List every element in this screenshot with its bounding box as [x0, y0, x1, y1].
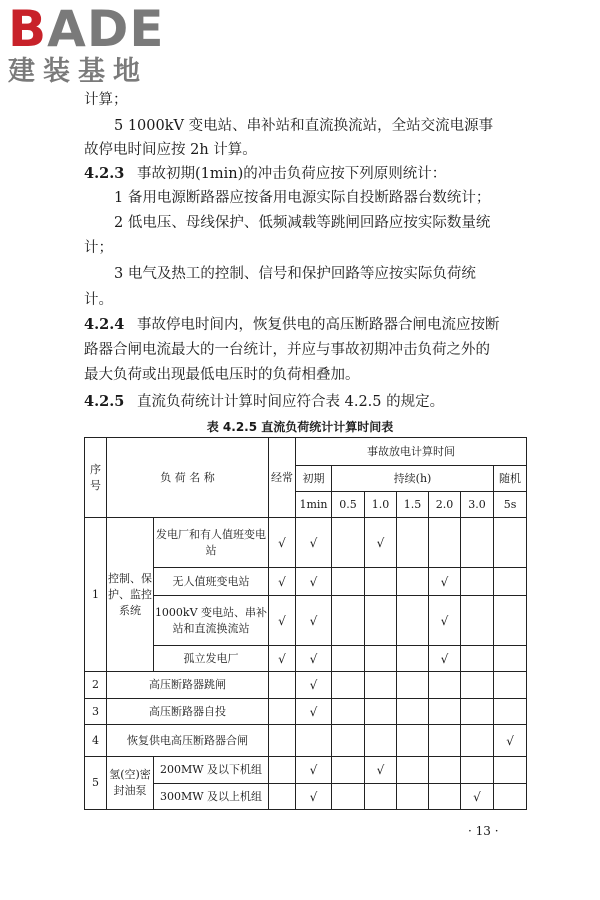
check-mark: √ — [429, 568, 461, 596]
table-row — [85, 518, 527, 568]
text-line: 故停电时间应按 2h 计算。 — [84, 142, 257, 158]
check-mark: √ — [296, 596, 332, 646]
check-mark: √ — [269, 518, 296, 568]
check-mark: √ — [296, 646, 332, 672]
header-continuous: 持续(h) — [332, 466, 494, 492]
text-line: 路器合闸电流最大的一台统计，并应与事故初期冲击负荷之外的 — [84, 342, 490, 358]
header-2-0h: 2.0 — [429, 492, 461, 518]
logo-subtitle: 建装基地 — [8, 56, 148, 87]
row-load: 孤立发电厂 — [154, 646, 269, 672]
row-no: 5 — [85, 757, 107, 810]
header-load-name: 负 荷 名 称 — [107, 438, 269, 518]
check-mark: √ — [269, 596, 296, 646]
check-mark: √ — [296, 699, 332, 725]
row-no: 1 — [85, 518, 107, 672]
logo — [8, 0, 178, 88]
section-number: 4.2.4 — [84, 316, 125, 333]
list-item: 3 电气及热工的控制、信号和保护回路等应按实际负荷统 — [114, 266, 476, 282]
page-number: · 13 · — [468, 824, 499, 838]
section-text: 直流负荷统计计算时间应符合表 4.2.5 的规定。 — [137, 394, 445, 410]
check-mark: √ — [429, 596, 461, 646]
load-time-table — [84, 437, 527, 810]
check-mark: √ — [296, 568, 332, 596]
check-mark: √ — [429, 646, 461, 672]
row-load: 300MW 及以上机组 — [154, 784, 269, 810]
check-mark: √ — [296, 672, 332, 699]
check-mark: √ — [269, 568, 296, 596]
header-1-0h: 1.0 — [365, 492, 397, 518]
section-number: 4.2.5 — [84, 393, 125, 410]
row-no: 3 — [85, 699, 107, 725]
row-no: 4 — [85, 725, 107, 757]
text-line: 计。 — [84, 292, 113, 308]
row-category: 氢(空)密封油泵 — [107, 757, 154, 810]
header-accident-time: 事故放电计算时间 — [296, 438, 527, 466]
row-load: 恢复供电高压断路器合闸 — [107, 725, 269, 757]
header-random: 随机 — [494, 466, 527, 492]
section-text: 事故停电时间内，恢复供电的高压断路器合闸电流应按断 — [137, 317, 500, 333]
row-load: 200MW 及以下机组 — [154, 757, 269, 784]
header-1-5h: 1.5 — [397, 492, 429, 518]
check-mark: √ — [461, 784, 494, 810]
header-1min: 1min — [296, 492, 332, 518]
header-5s: 5s — [494, 492, 527, 518]
table-row — [85, 699, 527, 725]
table-row — [85, 757, 527, 784]
row-load: 高压断路器自投 — [107, 699, 269, 725]
check-mark: √ — [494, 725, 527, 757]
row-load: 1000kV 变电站、串补站和直流换流站 — [154, 596, 269, 646]
text-line: 计； — [84, 240, 113, 256]
section-text: 事故初期(1min)的冲击负荷应按下列原则统计： — [137, 166, 447, 182]
table-row — [85, 725, 527, 757]
text-line: 计算； — [84, 92, 128, 108]
list-item: 1 备用电源断路器应按备用电源实际自投断路器台数统计； — [114, 190, 491, 206]
row-load: 发电厂和有人值班变电站 — [154, 518, 269, 568]
check-mark: √ — [296, 757, 332, 784]
check-mark: √ — [269, 646, 296, 672]
header-0-5h: 0.5 — [332, 492, 365, 518]
logo-wordmark: BADE — [8, 0, 165, 58]
row-load: 无人值班变电站 — [154, 568, 269, 596]
table-row — [85, 672, 527, 699]
row-no: 2 — [85, 672, 107, 699]
header-initial: 初期 — [296, 466, 332, 492]
row-category: 控制、保护、监控系统 — [107, 518, 154, 672]
check-mark: √ — [365, 757, 397, 784]
check-mark: √ — [296, 784, 332, 810]
header-3-0h: 3.0 — [461, 492, 494, 518]
text-line: 最大负荷或出现最低电压时的负荷相叠加。 — [84, 367, 360, 383]
check-mark: √ — [296, 518, 332, 568]
table-caption: 表 4.2.5 直流负荷统计计算时间表 — [206, 420, 394, 434]
check-mark: √ — [365, 518, 397, 568]
section-number: 4.2.3 — [84, 165, 125, 182]
header-normal: 经常 — [269, 438, 296, 518]
row-load: 高压断路器跳闸 — [107, 672, 269, 699]
text-line: 5 1000kV 变电站、串补站和直流换流站，全站交流电源事 — [114, 118, 494, 134]
list-item: 2 低电压、母线保护、低频减载等跳闸回路应按实际数量统 — [114, 215, 491, 231]
header-no: 序号 — [85, 438, 107, 518]
